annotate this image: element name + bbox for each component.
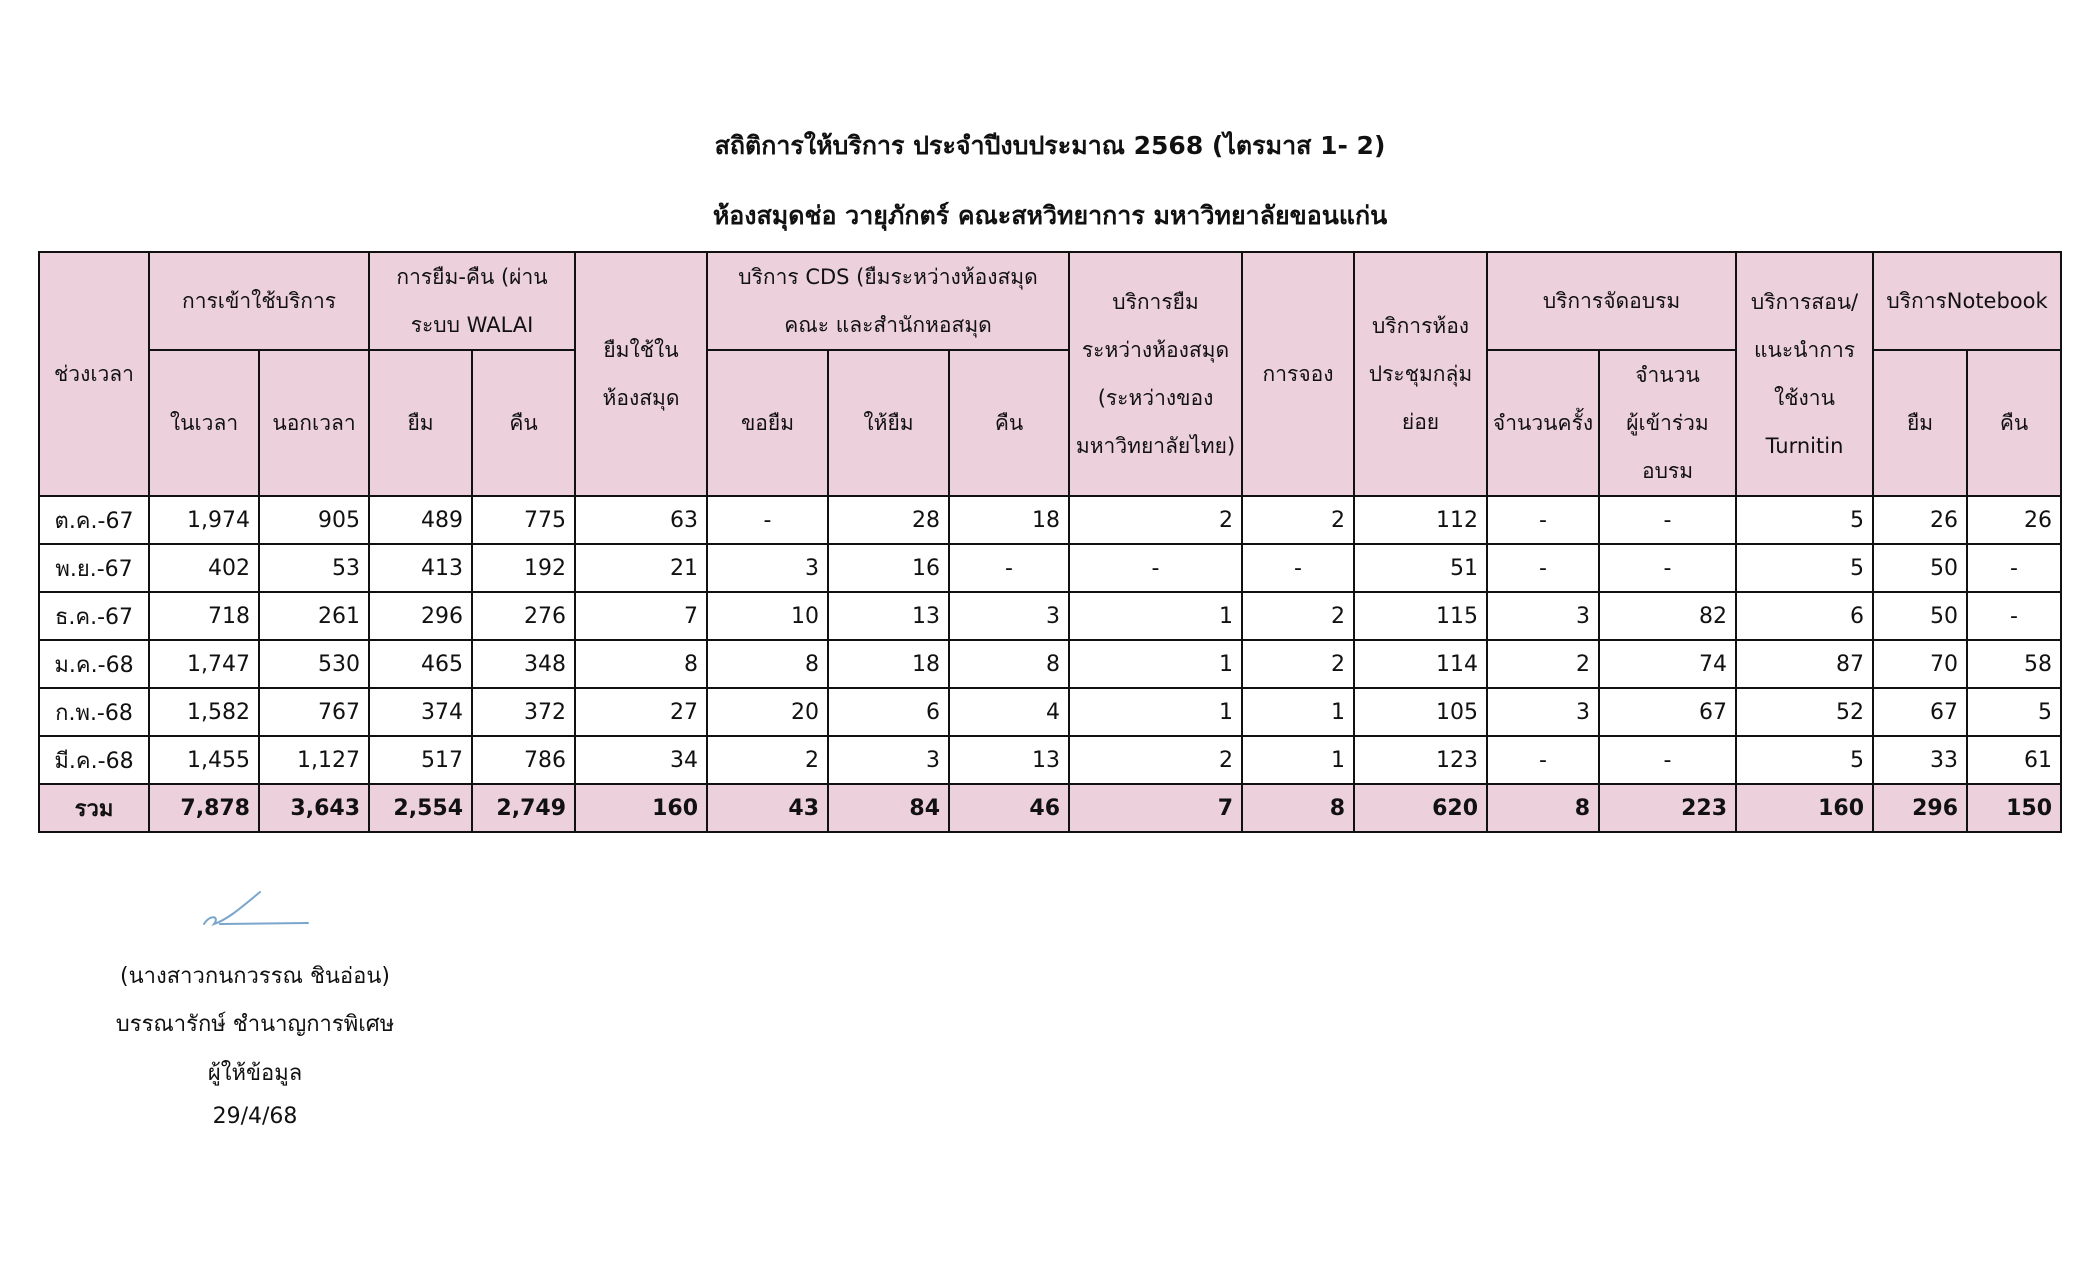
value-cell: 115 <box>1354 592 1487 640</box>
value-cell: 1 <box>1069 688 1242 736</box>
period-cell: รวม <box>39 784 149 832</box>
value-cell: 112 <box>1354 496 1487 544</box>
value-cell: 2 <box>1069 496 1242 544</box>
value-cell: 402 <box>149 544 259 592</box>
value-cell: 2 <box>1487 640 1599 688</box>
header-access-in: ในเวลา <box>149 350 259 496</box>
value-cell: 5 <box>1736 496 1873 544</box>
value-cell: - <box>1069 544 1242 592</box>
header-training-attendees: จำนวน ผู้เข้าร่วม อบรม <box>1599 350 1736 496</box>
value-cell: 8 <box>949 640 1069 688</box>
header-cds-lend: ให้ยืม <box>828 350 949 496</box>
header-notebook-borrow: ยืม <box>1873 350 1967 496</box>
value-cell: 51 <box>1354 544 1487 592</box>
value-cell: 21 <box>575 544 707 592</box>
value-cell: 1 <box>1069 640 1242 688</box>
value-cell: 3 <box>1487 592 1599 640</box>
value-cell: 67 <box>1599 688 1736 736</box>
header-period: ช่วงเวลา <box>39 252 149 496</box>
header-interlibrary-loan: บริการยืม ระหว่างห้องสมุด (ระหว่างของ มหาวิทยาลัยไทย) <box>1069 252 1242 496</box>
header-walai-borrow: ยืม <box>369 350 472 496</box>
value-cell: 3 <box>949 592 1069 640</box>
value-cell: 5 <box>1967 688 2061 736</box>
value-cell: 7 <box>1069 784 1242 832</box>
period-cell: พ.ย.-67 <box>39 544 149 592</box>
value-cell: 1,974 <box>149 496 259 544</box>
value-cell: - <box>1599 544 1736 592</box>
header-walai: การยืม-คืน (ผ่าน ระบบ WALAI <box>369 252 575 350</box>
report-date: 29/4/68 <box>212 1104 298 1129</box>
value-cell: 1,127 <box>259 736 369 784</box>
value-cell: 192 <box>472 544 575 592</box>
value-cell: 296 <box>369 592 472 640</box>
value-cell: 114 <box>1354 640 1487 688</box>
signer-name: (นางสาวกนกวรรณ ชินอ่อน) <box>120 964 390 989</box>
value-cell: 1 <box>1069 592 1242 640</box>
header-notebook-return: คืน <box>1967 350 2061 496</box>
value-cell: 53 <box>259 544 369 592</box>
value-cell: 61 <box>1967 736 2061 784</box>
value-cell: 223 <box>1599 784 1736 832</box>
value-cell: 2 <box>1069 736 1242 784</box>
header-training: บริการจัดอบรม <box>1487 252 1736 350</box>
value-cell: 517 <box>369 736 472 784</box>
header-notebook: บริการNotebook <box>1873 252 2061 350</box>
value-cell: 1 <box>1242 688 1354 736</box>
value-cell: 123 <box>1354 736 1487 784</box>
value-cell: 8 <box>707 640 828 688</box>
header-training-count: จำนวนครั้ง <box>1487 350 1599 496</box>
value-cell: 26 <box>1873 496 1967 544</box>
signature-mark <box>200 890 312 930</box>
value-cell: 52 <box>1736 688 1873 736</box>
value-cell: - <box>1242 544 1354 592</box>
value-cell: 18 <box>828 640 949 688</box>
value-cell: 374 <box>369 688 472 736</box>
value-cell: 82 <box>1599 592 1736 640</box>
statistics-table <box>38 251 2062 833</box>
value-cell: - <box>1967 544 2061 592</box>
table-row <box>39 736 2061 784</box>
period-cell: ธ.ค.-67 <box>39 592 149 640</box>
header-access-out: นอกเวลา <box>259 350 369 496</box>
value-cell: 372 <box>472 688 575 736</box>
table-row <box>39 640 2061 688</box>
value-cell: 16 <box>828 544 949 592</box>
report-subtitle: ห้องสมุดช่อ วายุภักตร์ คณะสหวิทยาการ มหาวิทยาลัยขอนแก่น <box>712 201 1388 230</box>
value-cell: 3 <box>707 544 828 592</box>
value-cell: 2,554 <box>369 784 472 832</box>
report-title: สถิติการให้บริการ ประจำปีงบประมาณ 2568 (ไตรมาส 1- 2) <box>714 131 1386 160</box>
value-cell: - <box>1487 736 1599 784</box>
value-cell: 50 <box>1873 544 1967 592</box>
period-cell: ต.ค.-67 <box>39 496 149 544</box>
value-cell: - <box>1599 736 1736 784</box>
value-cell: 5 <box>1736 544 1873 592</box>
header-meeting-room: บริการห้อง ประชุมกลุ่ม ย่อย <box>1354 252 1487 496</box>
value-cell: 46 <box>949 784 1069 832</box>
value-cell: 2 <box>707 736 828 784</box>
value-cell: 20 <box>707 688 828 736</box>
value-cell: 70 <box>1873 640 1967 688</box>
value-cell: 2,749 <box>472 784 575 832</box>
value-cell: 1,747 <box>149 640 259 688</box>
value-cell: 767 <box>259 688 369 736</box>
value-cell: 775 <box>472 496 575 544</box>
value-cell: 8 <box>1487 784 1599 832</box>
value-cell: 1,582 <box>149 688 259 736</box>
value-cell: 67 <box>1873 688 1967 736</box>
value-cell: 348 <box>472 640 575 688</box>
value-cell: 530 <box>259 640 369 688</box>
value-cell: 160 <box>1736 784 1873 832</box>
table-row <box>39 592 2061 640</box>
header-cds-request: ขอยืม <box>707 350 828 496</box>
header-cds-return: คืน <box>949 350 1069 496</box>
value-cell: 296 <box>1873 784 1967 832</box>
value-cell: - <box>1599 496 1736 544</box>
table-row <box>39 496 2061 544</box>
value-cell: - <box>949 544 1069 592</box>
value-cell: 58 <box>1967 640 2061 688</box>
value-cell: 105 <box>1354 688 1487 736</box>
value-cell: 13 <box>828 592 949 640</box>
value-cell: 10 <box>707 592 828 640</box>
period-cell: ก.พ.-68 <box>39 688 149 736</box>
value-cell: 50 <box>1873 592 1967 640</box>
value-cell: 6 <box>828 688 949 736</box>
value-cell: 8 <box>1242 784 1354 832</box>
value-cell: 489 <box>369 496 472 544</box>
value-cell: 74 <box>1599 640 1736 688</box>
value-cell: 718 <box>149 592 259 640</box>
value-cell: 7 <box>575 592 707 640</box>
value-cell: 276 <box>472 592 575 640</box>
period-cell: ม.ค.-68 <box>39 640 149 688</box>
value-cell: 13 <box>949 736 1069 784</box>
value-cell: - <box>1487 544 1599 592</box>
value-cell: 63 <box>575 496 707 544</box>
value-cell: 27 <box>575 688 707 736</box>
value-cell: 8 <box>575 640 707 688</box>
value-cell: 3,643 <box>259 784 369 832</box>
value-cell: 4 <box>949 688 1069 736</box>
value-cell: 413 <box>369 544 472 592</box>
header-turnitin: บริการสอน/ แนะนำการ ใช้งาน Turnitin <box>1736 252 1873 496</box>
value-cell: 1,455 <box>149 736 259 784</box>
value-cell: 150 <box>1967 784 2061 832</box>
value-cell: 786 <box>472 736 575 784</box>
value-cell: 26 <box>1967 496 2061 544</box>
header-walai-return: คืน <box>472 350 575 496</box>
value-cell: 87 <box>1736 640 1873 688</box>
header-access: การเข้าใช้บริการ <box>149 252 369 350</box>
value-cell: 1 <box>1242 736 1354 784</box>
value-cell: 18 <box>949 496 1069 544</box>
value-cell: 33 <box>1873 736 1967 784</box>
value-cell: 5 <box>1736 736 1873 784</box>
value-cell: - <box>707 496 828 544</box>
header-cds: บริการ CDS (ยืมระหว่างห้องสมุด คณะ และสำนักหอสมุด <box>707 252 1069 350</box>
value-cell: 465 <box>369 640 472 688</box>
signer-role: ผู้ให้ข้อมูล <box>207 1061 303 1086</box>
signer-position: บรรณารักษ์ ชำนาญการพิเศษ <box>115 1012 395 1037</box>
value-cell: 3 <box>1487 688 1599 736</box>
value-cell: 3 <box>828 736 949 784</box>
value-cell: - <box>1487 496 1599 544</box>
value-cell: 6 <box>1736 592 1873 640</box>
value-cell: 84 <box>828 784 949 832</box>
value-cell: 2 <box>1242 640 1354 688</box>
value-cell: 620 <box>1354 784 1487 832</box>
value-cell: 43 <box>707 784 828 832</box>
value-cell: 160 <box>575 784 707 832</box>
value-cell: 905 <box>259 496 369 544</box>
header-booking: การจอง <box>1242 252 1354 496</box>
table-row <box>39 688 2061 736</box>
value-cell: 34 <box>575 736 707 784</box>
value-cell: 261 <box>259 592 369 640</box>
value-cell: 28 <box>828 496 949 544</box>
value-cell: 2 <box>1242 592 1354 640</box>
total-row <box>39 784 2061 832</box>
table-row <box>39 544 2061 592</box>
value-cell: 7,878 <box>149 784 259 832</box>
header-in-library: ยืมใช้ใน ห้องสมุด <box>575 252 707 496</box>
value-cell: - <box>1967 592 2061 640</box>
value-cell: 2 <box>1242 496 1354 544</box>
period-cell: มี.ค.-68 <box>39 736 149 784</box>
